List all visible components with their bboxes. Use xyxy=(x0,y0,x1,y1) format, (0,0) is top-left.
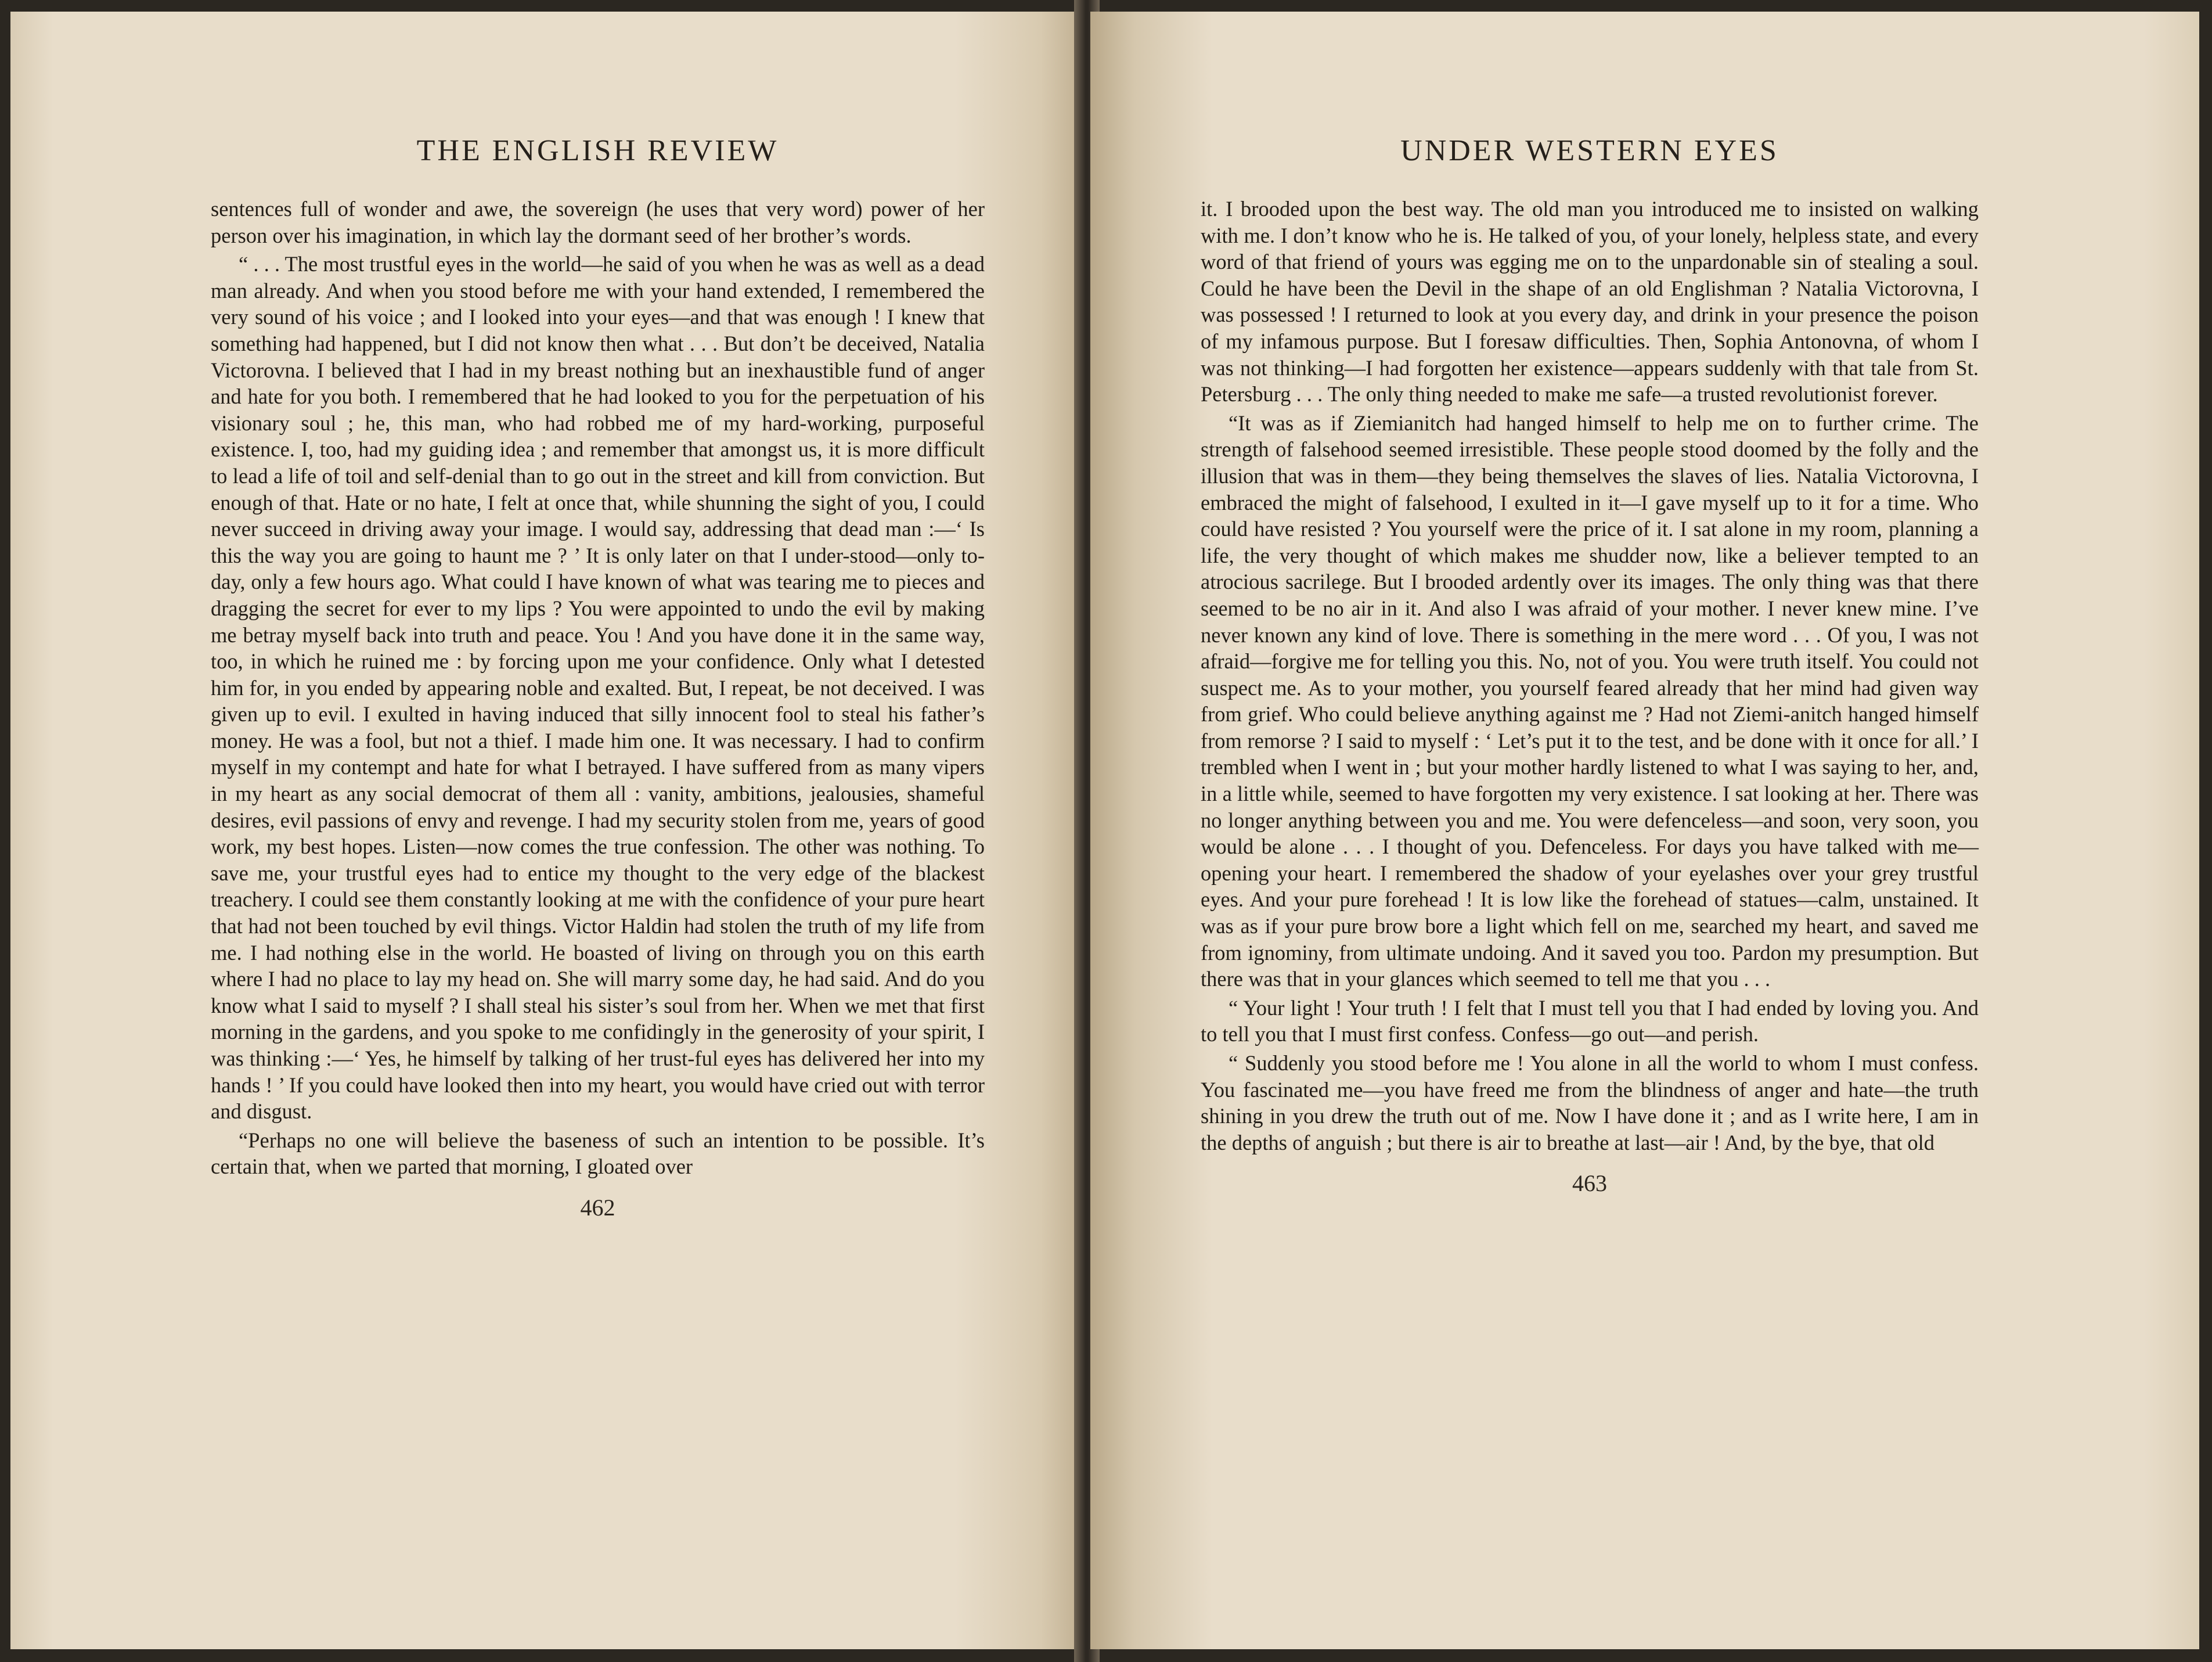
page-number-right: 463 xyxy=(1572,1170,1607,1197)
page-number-left: 462 xyxy=(580,1194,615,1221)
running-head-right: UNDER WESTERN EYES xyxy=(1400,134,1779,167)
right-page-text xyxy=(1201,196,1979,1156)
paragraph: “ . . . The most trustful eyes in the world—he said of you when he was as well as a dead man already. And when you stood before me with your hand extended, I remembered the very sound of his voice ; and I looked into your eyes—and that was enough ! I knew that something had happened, but I did not know then what . . . But don’t be deceived, Natalia Victorovna. I believed that I had in my breast nothing but an inexhaustible fund of anger and hate for you both. I remembered that he had looked to you for the perpetuation of his visionary soul ; he, this man, who had robbed me of my hard-working, purposeful existence. I, too, had my guiding idea ; and remember that amongst us, it is more difficult to lead a life of toil and self-denial than to go out in the street and kill from conviction. But enough of that. Hate or no hate, I felt at once that, while shunning the sight of you, I could never succeed in driving away your image. I would say, addressing that dead man :—‘ Is this the way you are going to haunt me ? ’ It is only later on that I under-stood—only to-day, only a few hours ago. What could I have known of what was tearing me to pieces and dragging the secret for ever to my lips ? You were appointed to undo the evil by making me betray myself back into truth and peace. You ! And you have done it in the same way, too, in which he ruined me : by forcing upon me your confidence. Only what I detested him for, in you ended by appearing noble and exalted. But, I repeat, be not deceived. I was given up to evil. I exulted in having induced that silly innocent fool to steal his father’s money. He was a fool, but not a thief. I made him one. It was necessary. I had to confirm myself in my contempt and hate for what I betrayed. I have suffered from as many vipers in my heart as any social democrat of them all : vanity, ambitions, jealousies, shameful desires, evil passions of envy and revenge. I had my security stolen from me, years of good work, my best hopes. Listen—now comes the true confession. The other was nothing. To save me, your trustful eyes had to entice my thought to the very edge of the blackest treachery. I could see them constantly looking at me with the confidence of your pure heart that had not been touched by evil things. Victor Haldin had stolen the truth of my life from me. I had nothing else in the world. He boasted of living on through you on this earth where I had no place to lay my head on. She will marry some day, he had said. And do you know what I said to myself ? I shall steal his sister’s soul from her. When we met that first morning in the gardens, and you spoke to me confidingly in the generosity of your spirit, I was thinking :—‘ Yes, he himself by talking of her trust-ful eyes has delivered her into my hands ! ’ If you could have looked then into my heart, you would have cried out with terror and disgust. xyxy=(211,252,985,1124)
paragraph: “ Suddenly you stood before me ! You alone in all the world to whom I must confess. You fascinated me—you have freed me from the blindness of anger and hate—the truth shining in you drew the truth out of me. Now I have done it ; and as I write here, I am in the depths of anguish ; but there is air to breathe at last—air ! And, by the bye, that old xyxy=(1201,1051,1979,1154)
paragraph: sentences full of wonder and awe, the sovereign (he uses that very word) power of her person over his imagination, in which lay the dormant seed of her brother’s words. xyxy=(211,197,985,247)
right-page xyxy=(1090,12,2199,1649)
left-page-text xyxy=(211,196,985,1180)
paragraph: “It was as if Ziemianitch had hanged himself to help me on to further crime. The strength of falsehood seemed irresistible. These people stood doomed by the folly and the illusion that was in them—they being themselves the slaves of lies. Natalia Victorovna, I embraced the might of falsehood, I exulted in it—I gave myself up to it for a time. Who could have resisted ? You yourself were the price of it. I sat alone in my room, planning a life, the very thought of which makes me shudder now, like a believer tempted to an atrocious sacrilege. But I brooded ardently over its images. The only thing was that there seemed to be no air in it. And also I was afraid of your mother. I never knew mine. I’ve never known any kind of love. There is something in the mere word . . . Of you, I was not afraid—forgive me for telling you this. No, not of you. You were truth itself. You could not suspect me. As to your mother, you yourself feared already that her mind had given way from grief. Who could believe anything against me ? Had not Ziemi-anitch hanged himself from remorse ? I said to myself : ‘ Let’s put it to the test, and be done with it once for all.’ I trembled when I went in ; but your mother hardly listened to what I was saying to her, and, in a little while, seemed to have forgotten my very existence. I sat looking at her. There was no longer anything between you and me. You were defenceless—and soon, very soon, you would be alone . . . I thought of you. Defenceless. For days you have talked with me—opening your heart. I remembered the shadow of your eyelashes over your grey trustful eyes. And your pure forehead ! It is low like the forehead of statues—calm, unstained. It was as if your pure brow bore a light which fell on me, searched my heart, and saved me from ignominy, from ultimate undoing. And it saved you too. Pardon my presumption. But there was that in your glances which seemed to tell me that you . . . xyxy=(1201,411,1979,991)
left-page xyxy=(10,12,1083,1649)
paragraph: it. I brooded upon the best way. The old man you introduced me to insisted on walking with me. I don’t know who he is. He talked of you, of your lonely, helpless state, and every word of that friend of yours was egging me on to the unpardonable sin of stealing a soul. Could he have been the Devil in the shape of an old Englishman ? Natalia Victorovna, I was possessed ! I returned to look at you every day, and drink in your presence the poison of my infamous purpose. But I foresaw difficulties. Then, Sophia Antonovna, of whom I was not thinking—I had forgotten her existence—appears suddenly with that tale from St. Petersburg . . . The only thing needed to make me safe—a trusted revolutionist forever. xyxy=(1201,197,1979,406)
paragraph: “Perhaps no one will believe the baseness of such an intention to be possible. It’s certain that, when we parted that morning, I gloated over xyxy=(211,1128,985,1179)
running-head-left: THE ENGLISH REVIEW xyxy=(416,134,779,167)
paragraph: “ Your light ! Your truth ! I felt that I must tell you that I had ended by loving you. And to tell you that I must first confess. Confess—go out—and perish. xyxy=(1201,995,1979,1046)
